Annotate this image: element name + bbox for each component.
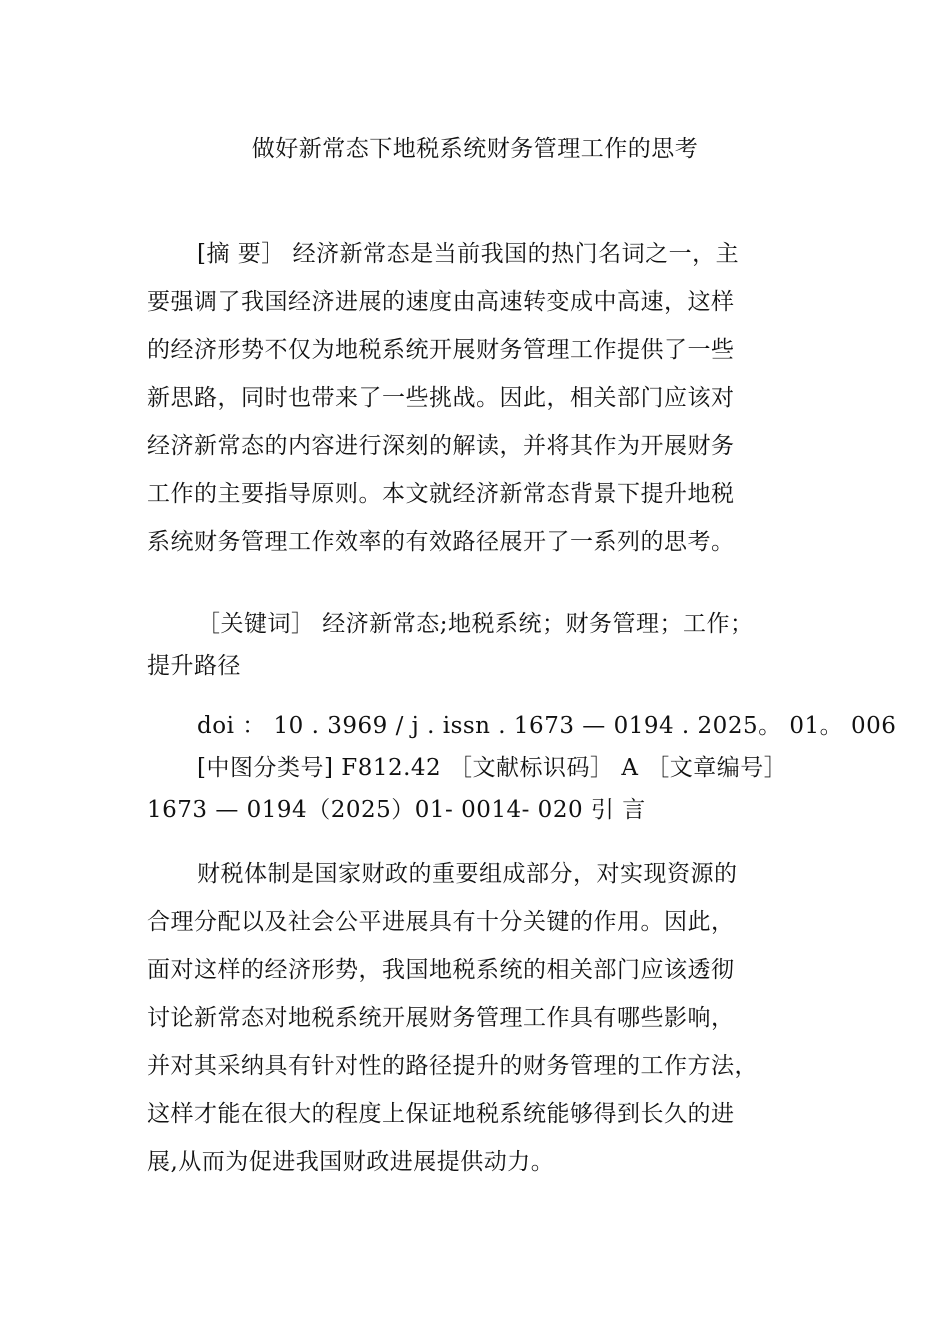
keywords-line: 提升路径 xyxy=(147,653,241,679)
abstract-line: 的经济形势不仅为地税系统开展财务管理工作提供了一些 xyxy=(147,337,735,363)
intro-line: 合理分配以及社会公平进展具有十分关键的作用。因此， xyxy=(147,909,735,935)
document-title: 做好新常态下地税系统财务管理工作的思考 xyxy=(251,136,699,162)
article-meta xyxy=(147,705,897,831)
intro-line: 财税体制是国家财政的重要组成部分，对实现资源的 xyxy=(197,861,738,887)
intro-line: 面对这样的经济形势，我国地税系统的相关部门应该透彻 xyxy=(147,957,735,983)
classification-line: [中图分类号] F812.42 ［文献标识码］ A ［文章编号］ xyxy=(197,755,788,781)
intro-line: 这样才能在很大的程度上保证地税系统能够得到长久的进 xyxy=(147,1101,735,1127)
doi-line: doi ： 10 . 3969 / j . issn . 1673 — 0194 . 2025。 01。 006 xyxy=(197,713,897,739)
abstract-line: 系统财务管理工作效率的有效路径展开了一系列的思考。 xyxy=(147,529,735,555)
intro-line: 讨论新常态对地税系统开展财务管理工作具有哪些影响， xyxy=(147,1005,735,1031)
abstract-line: 要强调了我国经济进展的速度由高速转变成中高速，这样 xyxy=(147,289,735,315)
abstract-line: 新思路，同时也带来了一些挑战。因此，相关部门应该对 xyxy=(147,385,735,411)
abstract-line: [摘 要］ 经济新常态是当前我国的热门名词之一，主 xyxy=(197,241,740,267)
keywords-line: ［关键词］ 经济新常态;地税系统；财务管理；工作； xyxy=(197,611,754,637)
intro-paragraph xyxy=(147,850,797,1186)
intro-line: 展,从而为促进我国财政进展提供动力。 xyxy=(147,1149,555,1175)
keywords-paragraph xyxy=(147,603,797,687)
classification-line: 1673 — 0194（2025）01- 0014- 020 引 言 xyxy=(147,797,646,823)
abstract-paragraph xyxy=(147,230,797,566)
intro-line: 并对其采纳具有针对性的路径提升的财务管理的工作方法， xyxy=(147,1053,758,1079)
abstract-line: 经济新常态的内容进行深刻的解读，并将其作为开展财务 xyxy=(147,433,735,459)
abstract-line: 工作的主要指导原则。本文就经济新常态背景下提升地税 xyxy=(147,481,735,507)
